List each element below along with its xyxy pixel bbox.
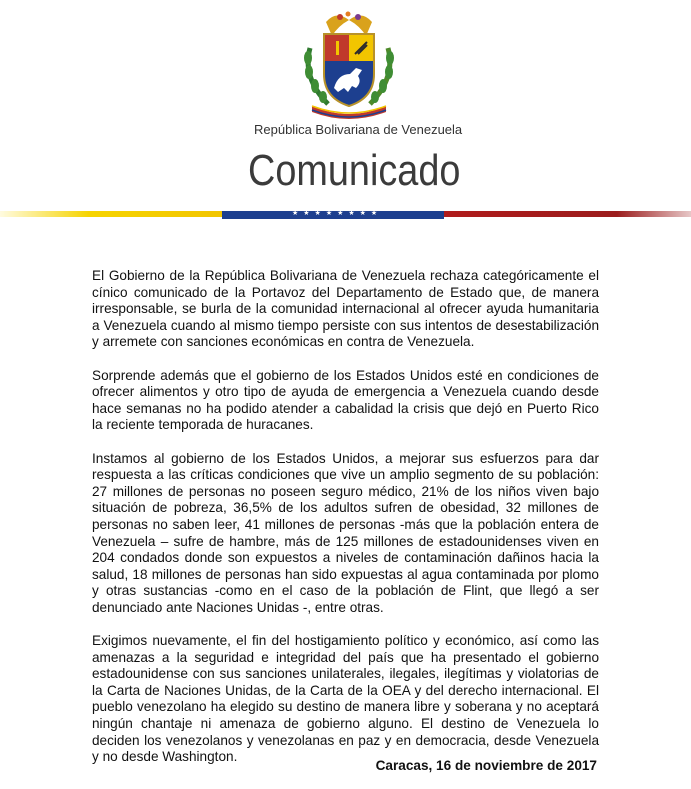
communique-body: [92, 268, 599, 782]
flag-yellow-stripe: [0, 211, 222, 217]
letterhead: [0, 0, 691, 230]
coat-of-arms-icon: [292, 8, 406, 120]
paragraph: El Gobierno de la República Bolivariana de Venezuela rechaza categóricamente el cínico comunicado de la Portavoz del Departamento de Estado que, de manera irresponsable, se burla de la comunidad internacional al ofrecer ayuda humanitaria a Venezuela cuando al mismo tiempo persiste con sus intentos de desestabilización y arremete con sanciones económicas en contra de Venezuela.: [92, 268, 599, 350]
paragraph: Exigimos nuevamente, el fin del hostigamiento político y económico, así como las amenazas a la seguridad e integridad del país que ha presentado el gobierno estadounidense con sus sanciones unilaterales, ilegales, ilegítimas y violatorias de la Carta de Naciones Unidas, de la Carta de la OEA y del derecho internacional. El pueblo venezolano ha elegido su destino de manera libre y soberana y no aceptará ningún chantaje ni amenaza de gobierno alguno. El destino de Venezuela lo deciden los venezolanos y venezolanas en paz y en democracia, desde Venezuela y no desde Washington.: [92, 633, 599, 765]
flag-stars: ★★★★★★★★: [292, 210, 383, 217]
paragraph: Sorprende además que el gobierno de los Estados Unidos esté en condiciones de ofrecer alimentos y otro tipo de ayuda de emergencia a Venezuela cuando desde hace semanas no ha podido atender a cabalidad la crisis que dejó en Puerto Rico la reciente temporada de huracanes.: [92, 367, 599, 433]
republic-name: República Bolivariana de Venezuela: [254, 122, 463, 137]
page-title: Comunicado: [248, 146, 461, 195]
place-date-signature: Caracas, 16 de noviembre de 2017: [375, 758, 597, 773]
paragraph: Instamos al gobierno de los Estados Unidos, a mejorar sus esfuerzos para dar respuesta a las críticas condiciones que vive un amplio segmento de su población: 27 millones de personas no poseen seguro médico, 21% de los niños viven bajo situación de pobreza, 36,5% de los adultos sufren de obesidad, 32 millones de personas no saben leer, 41 millones de personas -más que la población entera de Venezuela – sufre de hambre, más de 125 millones de estadounidenses viven en 204 condados donde son expuestos a niveles de contaminación dañinos hacia la salud, 18 millones de personas han sido expuestas al agua contaminada por plomo y otras sustancias -como en el caso de la población de Flint, que llegó a ser denunciado ante Naciones Unidas -, entre otras.: [92, 450, 599, 615]
flag-red-stripe: [444, 211, 691, 217]
